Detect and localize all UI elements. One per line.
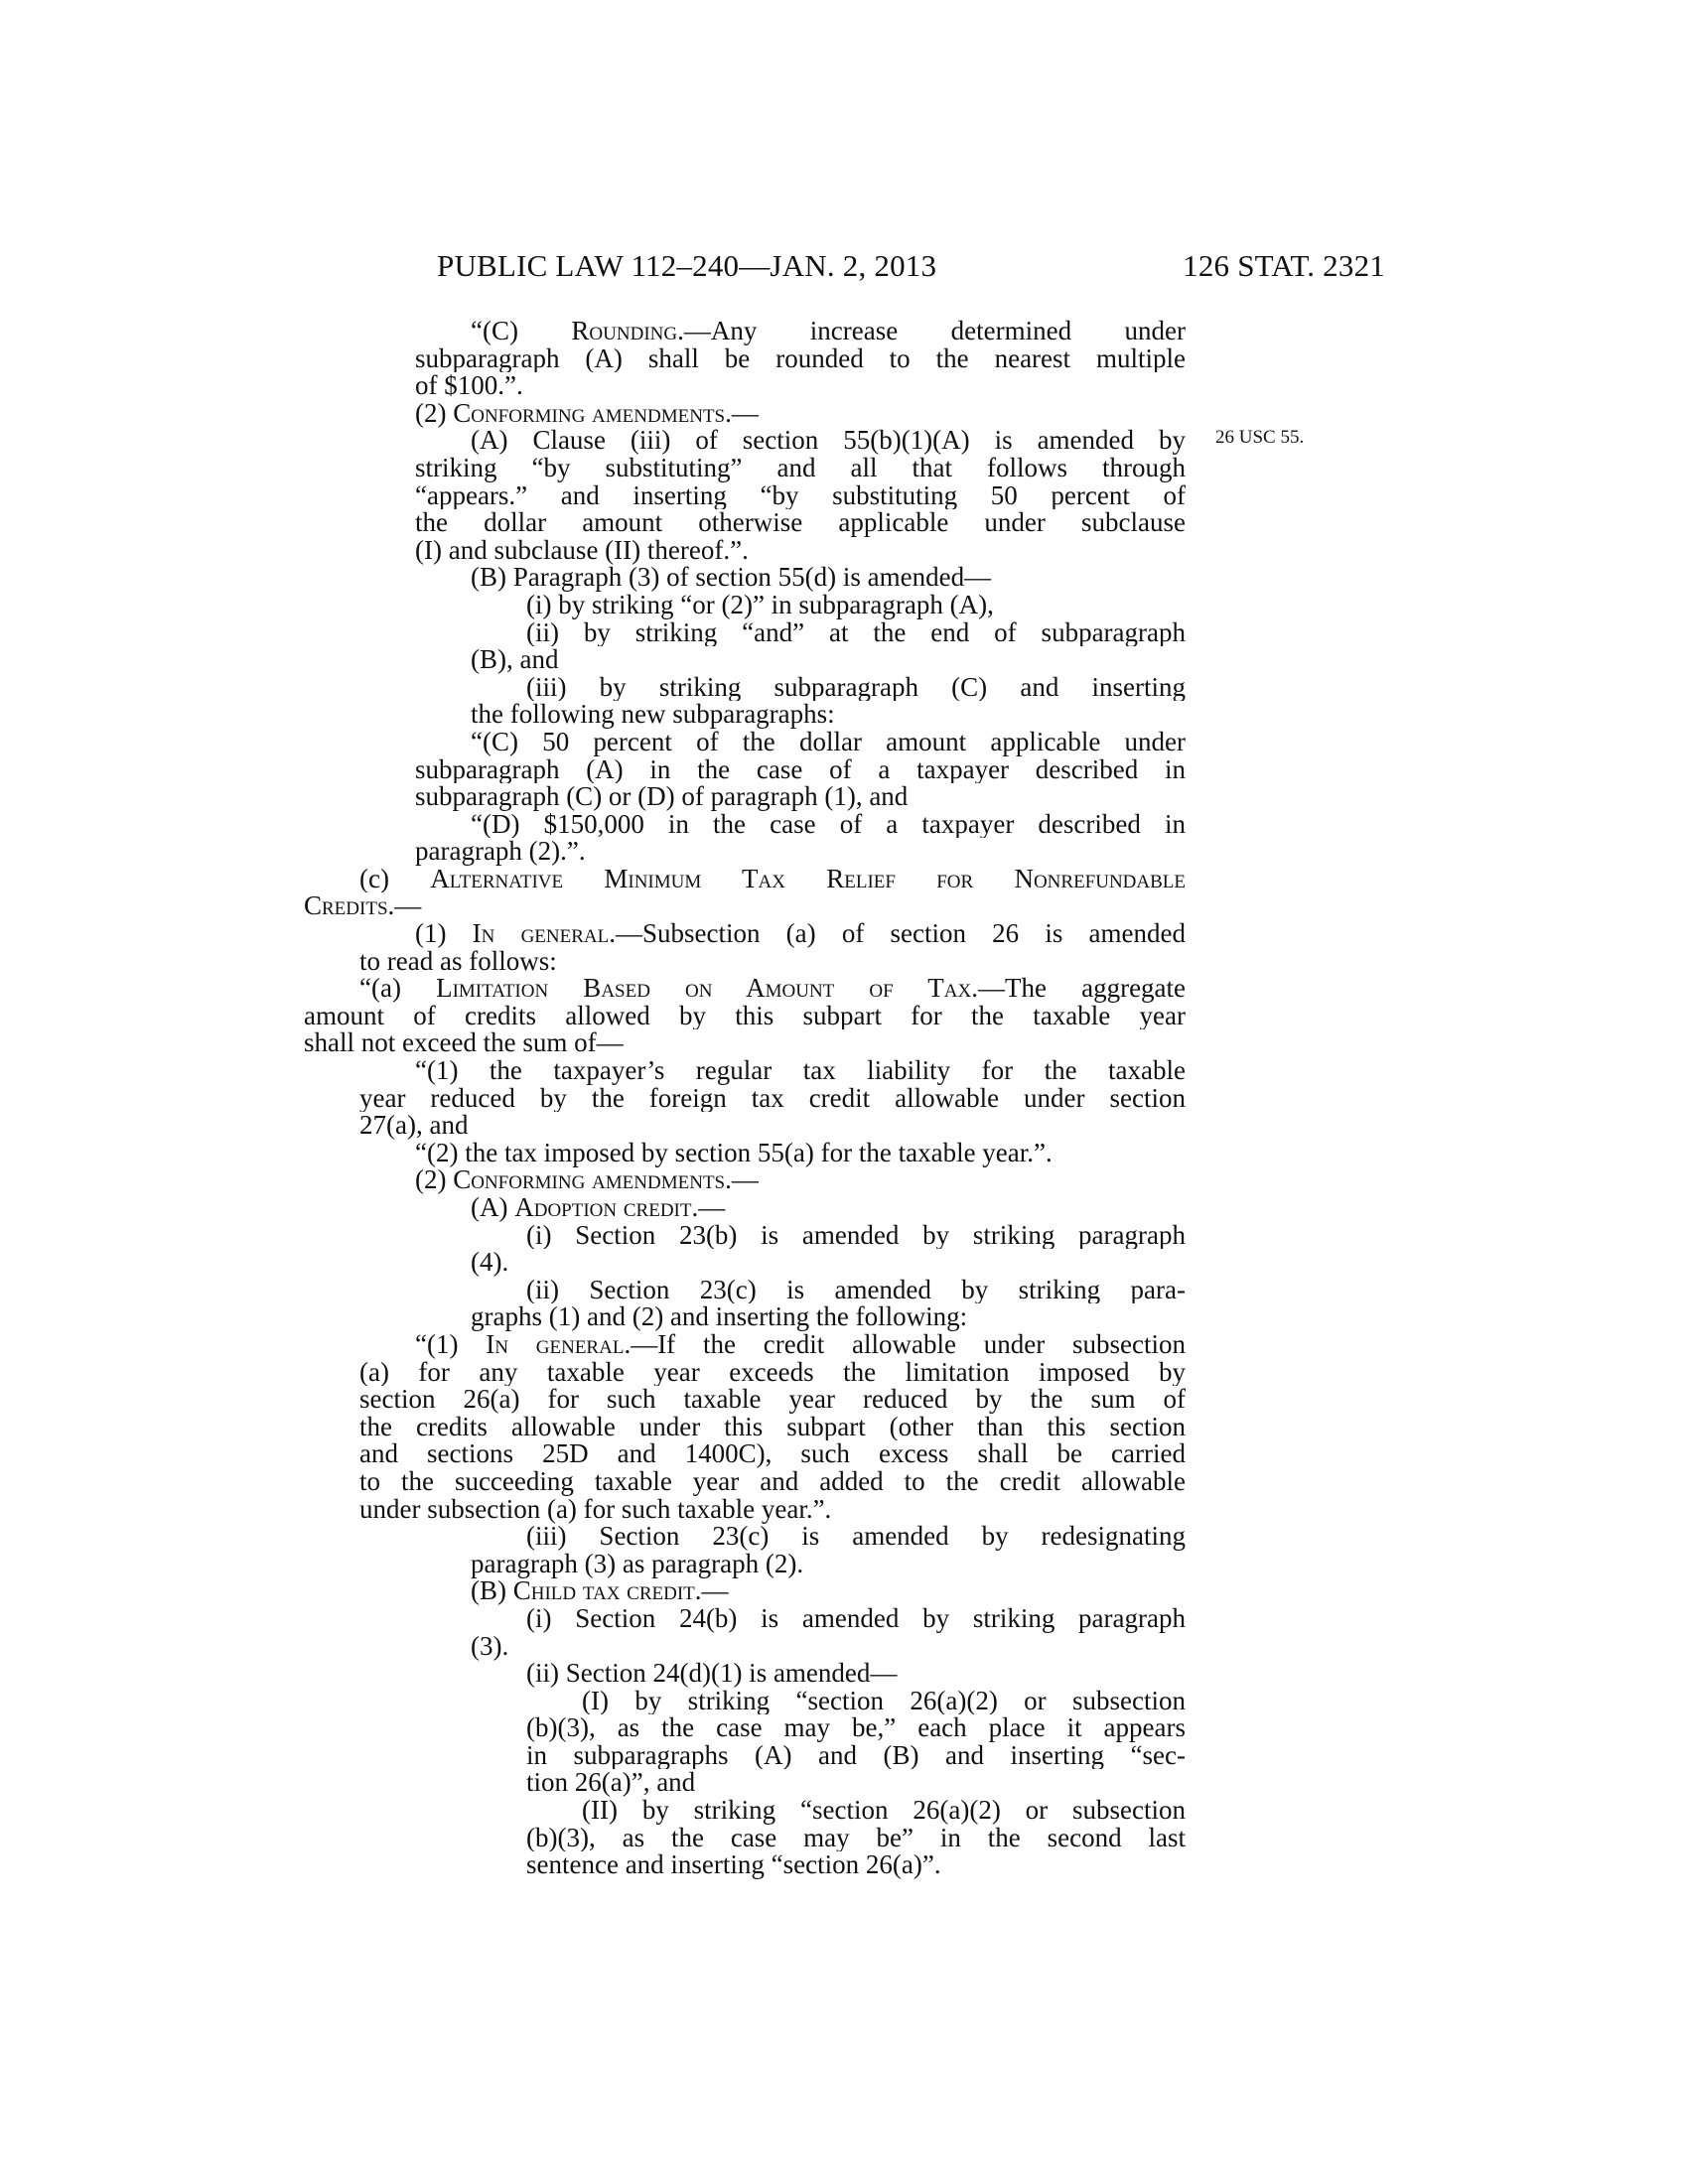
heading-small-caps: Conforming amendments [453, 1164, 726, 1195]
text-segment: graphs (1) and (2) and inserting the following: [471, 1301, 968, 1332]
text-segment: .— [387, 890, 422, 921]
text-line [304, 729, 1186, 756]
text-line [304, 509, 1186, 537]
text-segment: the credits allowable under this subpart (other than this section [359, 1413, 1186, 1441]
text-line [304, 866, 1186, 893]
text-segment: .— [725, 1164, 759, 1195]
text-line [304, 1825, 1186, 1852]
text-segment: (c) [359, 865, 431, 893]
text-line [304, 1523, 1186, 1551]
heading-small-caps: Alternative Minimum Tax Relief for Nonrefundable [430, 865, 1186, 893]
text-segment: (A) [471, 1192, 515, 1222]
text-segment: subparagraph (C) or (D) of paragraph (1), and [415, 781, 909, 812]
text-line [304, 1851, 1186, 1879]
text-segment: “(D) $150,000 in the case of a taxpayer described in [471, 810, 1186, 839]
text-segment: “(C) 50 percent of the dollar amount applicable under [471, 728, 1186, 756]
text-line [304, 1548, 1186, 1578]
text-segment: (I) and subclause (II) thereof.”. [415, 534, 749, 565]
text-segment: (ii) Section 24(d)(1) is amended— [526, 1658, 898, 1689]
text-line [304, 1194, 1186, 1222]
text-segment: .—The aggregate [971, 975, 1186, 1003]
text-line [304, 534, 1186, 565]
text-line [304, 589, 1186, 619]
text-line [304, 1029, 1186, 1057]
text-segment: “(1) the taxpayer’s regular tax liability for the taxable [415, 1057, 1186, 1085]
text-segment: sentence and inserting “section 26(a)”. [526, 1849, 941, 1880]
heading-small-caps: In general [486, 1330, 625, 1359]
text-segment: amount of credits allowed by this subpart for the taxable year [304, 1002, 1186, 1030]
text-segment: 27(a), and [359, 1110, 469, 1141]
margin-note-usc: 26 USC 55. [1215, 427, 1305, 449]
text-segment: to read as follows: [359, 945, 557, 976]
text-segment: (A) Clause (iii) of section 55(b)(1)(A) is amended by [471, 427, 1186, 455]
text-line [304, 1277, 1186, 1304]
text-segment: the following new subparagraphs: [471, 699, 835, 730]
text-line [304, 1303, 1186, 1331]
text-line [304, 1331, 1186, 1359]
text-segment: and sections 25D and 1400C), such excess shall be carried [359, 1440, 1186, 1468]
text-line [304, 1440, 1186, 1468]
text-segment: of $100.”. [415, 370, 523, 401]
text-segment: (iii) Section 23(c) is amended by redesignating [526, 1523, 1186, 1551]
text-line [304, 1769, 1186, 1797]
text-segment: to the succeeding taxable year and added to the credit allowable [359, 1467, 1186, 1496]
text-line [304, 1660, 1186, 1688]
heading-small-caps: Limitation Based on Amount of Tax [436, 975, 972, 1003]
text-segment: (2) [415, 1164, 454, 1195]
text-line [304, 372, 1186, 400]
text-segment: “(1) [415, 1330, 487, 1359]
text-line [304, 1222, 1186, 1250]
text-line [304, 1714, 1186, 1742]
text-segment: section 26(a) for such taxable year reduced by the sum of [359, 1386, 1186, 1414]
text-line [304, 1057, 1186, 1085]
text-line [304, 1688, 1186, 1715]
text-line [304, 975, 1186, 1003]
text-line [304, 1137, 1186, 1167]
text-line [304, 811, 1186, 839]
text-segment: (ii) Section 23(c) is amended by striking para- [526, 1276, 1186, 1304]
text-line [304, 1468, 1186, 1496]
text-segment: .— [691, 1192, 726, 1222]
text-segment: striking “by substituting” and all that follows through [415, 454, 1186, 482]
text-line [304, 646, 1186, 674]
text-segment: paragraph (3) as paragraph (2). [471, 1548, 804, 1578]
text-segment: subparagraph (A) in the case of a taxpayer described in [415, 755, 1186, 784]
text-line [304, 1605, 1186, 1633]
text-segment: (1) [415, 920, 473, 948]
text-segment: “(C) [471, 318, 572, 345]
text-segment: (iii) by striking subparagraph (C) and inserting [526, 673, 1186, 702]
heading-small-caps: Child tax credit [512, 1575, 695, 1606]
text-line [304, 1085, 1186, 1113]
text-line [304, 674, 1186, 702]
text-line [304, 838, 1186, 866]
text-line [304, 1742, 1186, 1770]
text-segment: (3). [471, 1630, 509, 1661]
text-line [304, 1630, 1186, 1661]
text-line [304, 619, 1186, 647]
text-segment: tion 26(a)”, and [526, 1767, 696, 1798]
text-segment: “appears.” and inserting “by substituting 50 percent of [415, 481, 1186, 510]
text-line [304, 892, 1186, 920]
text-line [304, 756, 1186, 784]
text-segment: (B) Paragraph (3) of section 55(d) is amended— [471, 562, 992, 593]
text-line [304, 1003, 1186, 1030]
text-segment: .—Any increase determined under [677, 318, 1186, 345]
text-segment: shall not exceed the sum of— [304, 1027, 624, 1058]
text-line [304, 397, 1186, 428]
text-segment: (2) [415, 397, 454, 428]
text-segment: “(2) the tax imposed by section 55(a) for the taxable year.”. [415, 1137, 1053, 1167]
text-segment: (ii) by striking “and” at the end of subparagraph [526, 618, 1186, 647]
text-line [304, 1249, 1186, 1277]
text-segment: (b)(3), as the case may be,” each place it appears [526, 1714, 1186, 1742]
text-line [304, 427, 1186, 455]
text-line [304, 920, 1186, 948]
law-title: PUBLIC LAW 112–240—JAN. 2, 2013 [437, 248, 937, 283]
heading-small-caps: Credits [304, 890, 388, 921]
heading-small-caps: In general [472, 920, 610, 948]
text-segment: .— [694, 1575, 729, 1606]
running-head [437, 248, 1385, 288]
text-segment: (i) by striking “or (2)” in subparagraph (A), [526, 589, 994, 619]
text-segment: under subsection (a) for such taxable year.”. [359, 1493, 832, 1524]
text-line [304, 1386, 1186, 1414]
text-segment: paragraph (2).”. [415, 836, 586, 867]
text-segment: year reduced by the foreign tax credit allowable under section [359, 1084, 1186, 1113]
text-segment: in subparagraphs (A) and (B) and inserting “sec- [526, 1741, 1186, 1770]
text-line [304, 1577, 1186, 1605]
text-line [304, 1797, 1186, 1825]
text-line [304, 455, 1186, 482]
text-line [304, 1414, 1186, 1441]
text-line [304, 945, 1186, 976]
text-line [304, 1166, 1186, 1194]
text-segment: (I) by striking “section 26(a)(2) or subsection [582, 1687, 1186, 1715]
text-segment: (II) by striking “section 26(a)(2) or subsection [582, 1797, 1186, 1825]
heading-small-caps: Adoption credit [514, 1192, 692, 1222]
text-line [304, 1493, 1186, 1524]
text-segment: (b)(3), as the case may be” in the second last [526, 1824, 1186, 1852]
text-segment: (a) for any taxable year exceeds the limitation imposed by [359, 1358, 1186, 1387]
text-segment: the dollar amount otherwise applicable under subclause [415, 509, 1186, 537]
text-segment: .—Subsection (a) of section 26 is amended [609, 920, 1186, 948]
text-line [304, 783, 1186, 811]
text-line [304, 318, 1186, 345]
heading-small-caps: Rounding [571, 318, 678, 345]
text-line [304, 701, 1186, 729]
text-line [304, 564, 1186, 592]
heading-small-caps: Conforming amendments [453, 397, 726, 428]
text-segment: .— [725, 397, 759, 428]
text-line [304, 345, 1186, 373]
text-segment: (4). [471, 1247, 509, 1278]
text-segment: “(a) [359, 975, 437, 1003]
text-segment: .—If the credit allowable under subsection [624, 1330, 1186, 1359]
text-segment: (i) Section 23(b) is amended by striking paragraph [526, 1221, 1186, 1250]
text-line [304, 1112, 1186, 1140]
page-number: 126 STAT. 2321 [1183, 248, 1385, 283]
statute-text [304, 318, 1305, 1880]
text-segment: subparagraph (A) shall be rounded to the nearest multiple [415, 344, 1186, 373]
text-segment: (B) [471, 1575, 513, 1606]
text-segment: (B), and [471, 644, 559, 675]
text-line [304, 1359, 1186, 1387]
text-line [304, 482, 1186, 510]
text-segment: (i) Section 24(b) is amended by striking paragraph [526, 1604, 1186, 1633]
